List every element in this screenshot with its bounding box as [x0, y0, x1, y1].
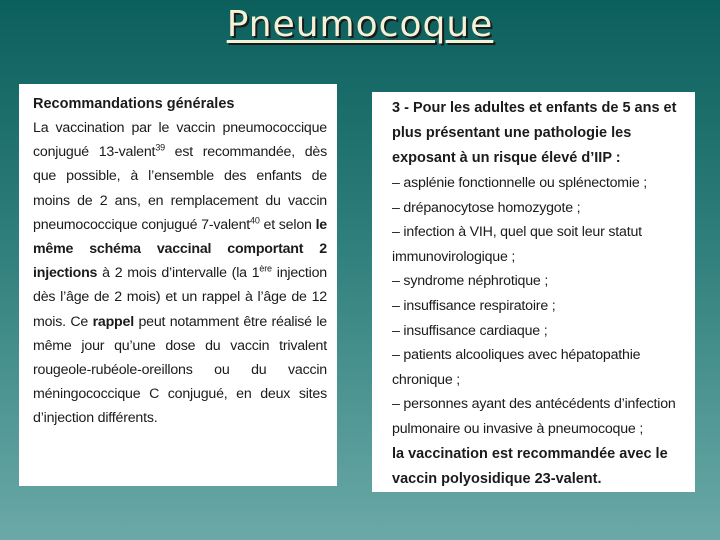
high-risk-panel: [372, 92, 695, 492]
text-segment: peut notamment être réalisé le même jour qu’une dose du vaccin trivalent rougeole-rubéole-oreillons ou du vaccin méningococcique C conjugué, en deux sites d’injection différents.: [33, 313, 327, 427]
text-segment: et selon: [259, 216, 316, 233]
bold-schedule-text: le même schéma vaccinal comportant 2 injections: [33, 216, 327, 282]
text-segment: La vaccination par le vaccin pneumococcique conjugué 13-valent: [33, 120, 327, 161]
high-risk-heading: 3 - Pour les adultes et enfants de 5 ans et plus présentant une pathologie les exposant à un risque élevé d’IIP :: [392, 100, 677, 166]
slide-title: Pneumocoque: [226, 4, 494, 45]
list-item: – insuffisance respiratoire ;: [392, 297, 556, 314]
bold-rappel-text: rappel: [92, 313, 134, 330]
general-recommendations-panel: [19, 84, 337, 486]
list-item: – insuffisance cardiaque ;: [392, 322, 548, 339]
list-item: – personnes ayant des antécédents d’infection pulmonaire ou invasive à pneumocoque ;: [392, 396, 676, 437]
text-segment: à 2 mois d’intervalle (la 1: [97, 265, 260, 282]
list-item: – asplénie fonctionnelle ou splénectomie ;: [392, 175, 648, 191]
general-recommendations-heading: Recommandations générales: [33, 96, 235, 112]
list-item: – drépanocytose homozygote ;: [392, 199, 581, 216]
list-item: – infection à VIH, quel que soit leur statut immunovirologique ;: [392, 224, 642, 265]
text-segment: est recommandée, dès que possible, à l’ensemble des enfants de moins de 2 ans, en remplacement du vaccin pneumococcique conjugué 7-valent: [33, 144, 328, 233]
list-item: – patients alcooliques avec hépatopathie chronique ;: [392, 347, 641, 388]
reference-40: 40: [250, 215, 260, 226]
general-recommendations-text: [33, 116, 327, 431]
list-item: – syndrome néphrotique ;: [392, 273, 549, 290]
vaccination-conclusion: la vaccination est recommandée avec le vaccin polyosidique 23-valent.: [392, 445, 668, 487]
superscript-ere: ère: [259, 263, 272, 274]
text-segment: injection dès l’âge de 2 mois) et un rappel à l’âge de 12 mois. Ce: [33, 265, 327, 330]
reference-39: 39: [155, 142, 165, 153]
risk-list: [392, 171, 685, 442]
